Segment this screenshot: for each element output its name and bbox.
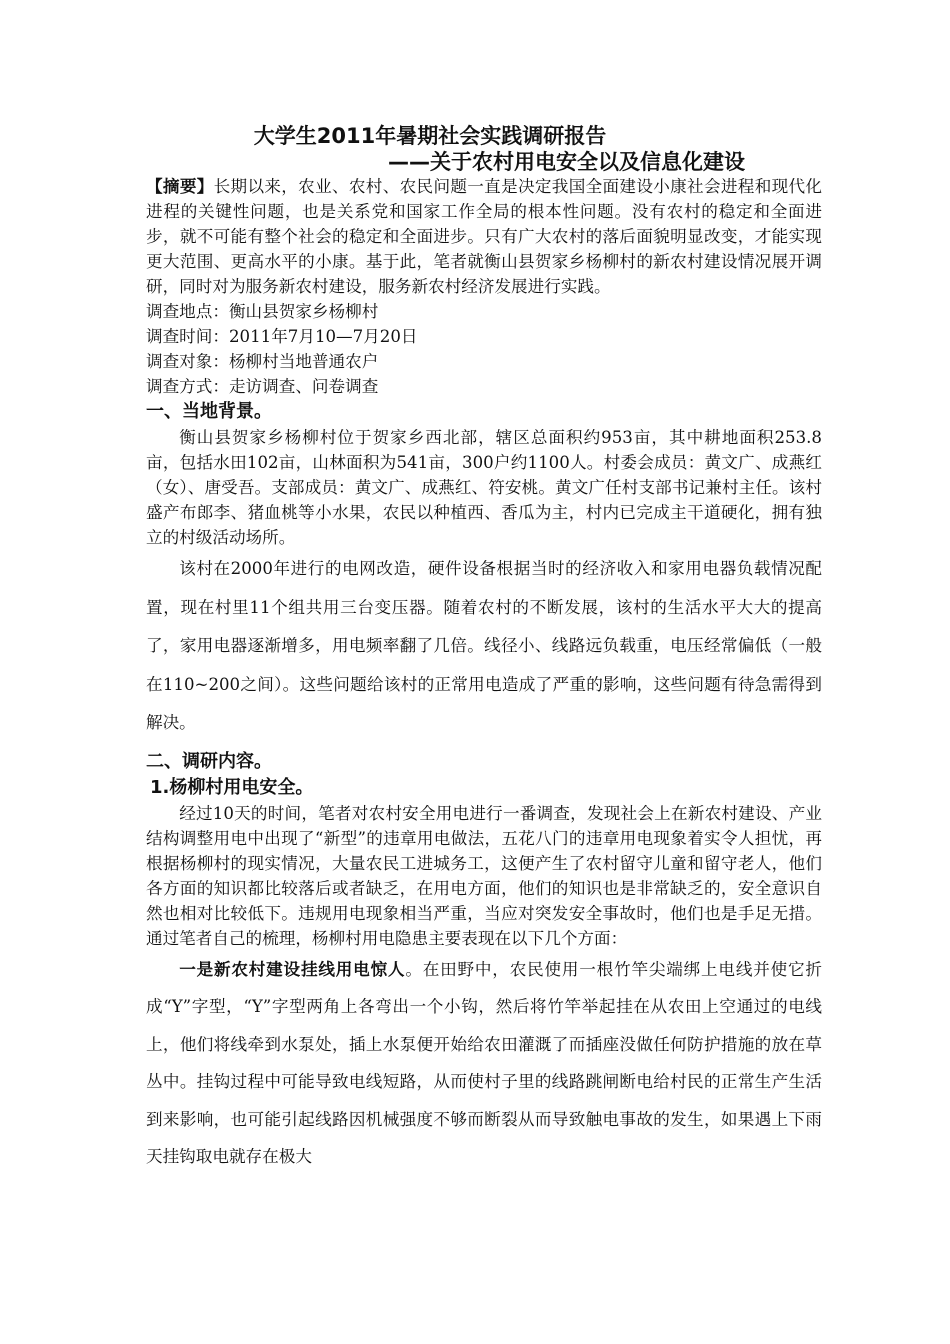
abstract-paragraph [146, 174, 822, 299]
survey-method: 调查方式：走访调查、问卷调查 [146, 377, 379, 396]
survey-location: 调查地点：衡山县贺家乡杨柳村 [146, 302, 379, 321]
abstract-label: 【摘要】 [146, 176, 214, 196]
survey-time: 调查时间：2011年7月10—7月20日 [146, 327, 418, 346]
document-body [146, 174, 822, 1176]
section1-paragraph-1: 衡山县贺家乡杨柳村位于贺家乡西北部，辖区总面积约953亩，其中耕地面积253.8亩，包括水田102亩，山林面积为541亩，300户约1100人。村委会成员：黄文广、成燕红（女）、唐受吾。支部成员：黄文广、成燕红、符安桃。黄文广任村支部书记兼村主任。该村盛产布郎李、猪血桃等小水果，农民以种植西、香瓜为主，村内已完成主干道硬化，拥有独立的村级活动场所。 [146, 428, 822, 547]
section1-heading: 一、当地背景。 [146, 401, 272, 422]
section1-paragraph-2: 该村在2000年进行的电网改造，硬件设备根据当时的经济收入和家用电器负载情况配置，现在村里11个组共用三台变压器。随着农村的不断发展，该村的生活水平大大的提高了，家用电器逐渐增多，用电频率翻了几倍。线径小、线路远负载重，电压经常偏低（一般在110~200之间）。这些问题给该村的正常用电造成了严重的影响，这些问题有待急需得到解决。 [146, 559, 822, 732]
point-one-bold: 一是新农村建设挂线用电惊人 [179, 958, 406, 979]
section2-subheading-1: 1.杨柳村用电安全。 [150, 776, 314, 798]
section2-paragraph-1: 经过10天的时间，笔者对农村安全用电进行一番调查，发现社会上在新农村建设、产业结构调整用电中出现了“新型”的违章用电做法，五花八门的违章用电现象着实令人担忧，再根据杨柳村的现实情况，大量农民工进城务工，这便产生了农村留守儿童和留守老人，他们各方面的知识都比较落后或者缺乏，在用电方面，他们的知识也是非常缺乏的，安全意识自然也相对比较低下。违规用电现象相当严重，当应对突发安全事故时，他们也是手足无措。通过笔者自己的梳理，杨柳村用电隐患主要表现在以下几个方面： [146, 803, 822, 948]
section2-heading: 二、调研内容。 [146, 750, 272, 772]
report-subtitle: ——关于农村用电安全以及信息化建设 [388, 150, 745, 174]
section2-paragraph-2 [146, 951, 822, 1176]
abstract-text: 长期以来，农业、农村、农民问题一直是决定我国全面建设小康社会进程和现代化进程的关键性问题，也是关系党和国家工作全局的根本性问题。没有农村的稳定和全面进步，就不可能有整个社会的稳定和全面进步。只有广大农村的落后面貌明显改变，才能实现更大范围、更高水平的小康。基于此，笔者就衡山县贺家乡杨柳村的新农村建设情况展开调研，同时对为服务新农村建设，服务新农村经济发展进行实践。 [146, 177, 823, 296]
point-one-text: 。在田野中，农民使用一根竹竿尖端绑上电线并使它折成“Y”字型，“Y”字型两角上各弯出一个小钩，然后将竹竿举起挂在从农田上空通过的电线上，他们将线牵到水泵处，插上水泵便开始给农田灌溉了而插座没做任何防护措施的放在草丛中。挂钩过程中可能导致电线短路，从而使村子里的线路跳闸断电给村民的正常生产生活到来影响，也可能引起线路因机械强度不够而断裂从而导致触电事故的发生，如果遇上下雨天挂钩取电就存在极大 [146, 959, 823, 1166]
survey-subject: 调查对象：杨柳村当地普通农户 [146, 352, 379, 371]
report-title: 大学生2011年暑期社会实践调研报告 [253, 124, 607, 148]
